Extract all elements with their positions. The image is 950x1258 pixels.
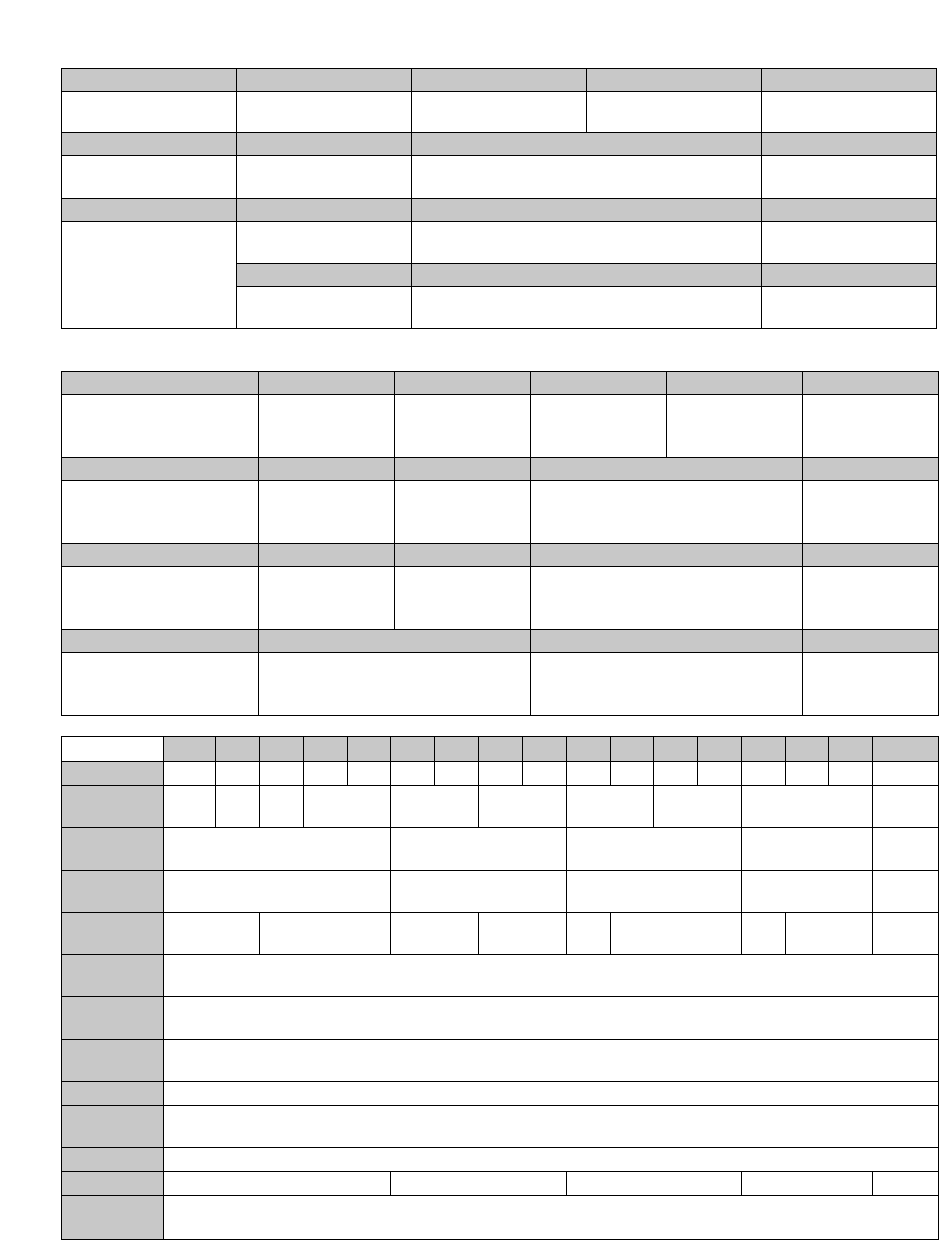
field-cell[interactable] [260,762,304,786]
field-cell[interactable] [531,481,803,544]
header-cell [829,737,873,762]
form-section-3 [61,736,939,1240]
field-cell[interactable] [667,395,803,458]
row-label [62,786,164,828]
header-cell [237,69,412,92]
field-cell[interactable] [762,156,937,199]
row-label [62,1040,164,1082]
header-cell [803,630,939,653]
field-cell[interactable] [567,786,654,828]
field-cell[interactable] [742,871,873,913]
header-cell [62,372,259,395]
header-cell [698,737,742,762]
row-label [62,762,164,786]
field-cell[interactable] [391,762,435,786]
field-cell[interactable] [567,828,742,871]
header-cell [259,544,395,567]
header-cell [412,199,762,222]
field-cell[interactable] [873,913,939,955]
header-cell [395,458,531,481]
row-label [62,1082,164,1106]
field-cell[interactable] [259,567,395,630]
header-cell [62,458,259,481]
header-cell [259,372,395,395]
header-cell [786,737,829,762]
field-cell[interactable] [62,222,237,329]
field-cell[interactable] [567,762,611,786]
field-cell[interactable] [412,222,762,264]
header-cell [523,737,567,762]
field-cell[interactable] [803,481,939,544]
field-cell[interactable] [216,762,260,786]
header-cell [216,737,260,762]
row-label [62,955,164,997]
field-cell[interactable] [304,786,391,828]
field-cell[interactable] [412,156,762,199]
field-cell[interactable] [164,871,391,913]
field-cell[interactable] [216,786,260,828]
header-cell [62,133,237,156]
form-section-2 [61,371,939,716]
row-label [62,1148,164,1172]
field-cell[interactable] [164,1172,391,1196]
header-cell [391,737,435,762]
field-cell[interactable] [611,762,654,786]
field-cell[interactable] [611,913,742,955]
field-cell[interactable] [62,653,259,716]
header-cell [803,372,939,395]
header-cell [304,737,348,762]
field-cell[interactable] [742,1172,873,1196]
field-cell[interactable] [698,762,742,786]
header-cell [62,544,259,567]
field-cell[interactable] [742,762,786,786]
field-cell[interactable] [395,567,531,630]
field-cell[interactable] [531,567,803,630]
field-cell[interactable] [391,871,567,913]
field-cell[interactable] [873,762,939,786]
header-cell [873,737,939,762]
field-cell[interactable] [164,1196,939,1240]
field-cell[interactable] [237,156,412,199]
field-cell[interactable] [391,913,479,955]
field-cell[interactable] [587,92,762,133]
field-cell[interactable] [164,1040,939,1082]
field-cell[interactable] [259,395,395,458]
field-cell[interactable] [654,786,742,828]
field-cell[interactable] [164,913,260,955]
field-cell[interactable] [164,1148,939,1172]
field-cell[interactable] [829,762,873,786]
field-cell[interactable] [742,786,873,828]
field-cell[interactable] [395,395,531,458]
field-cell[interactable] [742,828,873,871]
field-cell[interactable] [259,481,395,544]
field-cell[interactable] [237,287,412,329]
field-cell[interactable] [164,955,939,997]
row-label [62,1172,164,1196]
field-cell[interactable] [391,1172,567,1196]
field-cell[interactable] [62,92,237,133]
header-cell [412,69,587,92]
field-cell[interactable] [762,92,937,133]
header-cell [762,69,937,92]
header-cell [395,544,531,567]
field-cell[interactable] [164,997,939,1040]
header-cell [742,737,786,762]
header-cell [259,458,395,481]
header-cell [412,133,762,156]
field-cell[interactable] [164,1106,939,1148]
field-cell[interactable] [62,567,259,630]
header-cell [531,458,803,481]
header-cell [348,737,391,762]
field-cell[interactable] [786,762,829,786]
header-cell [412,264,762,287]
header-cell [531,630,803,653]
field-cell[interactable] [164,762,216,786]
header-cell [803,544,939,567]
row-label [62,997,164,1040]
field-cell[interactable] [762,287,937,329]
header-cell [164,737,216,762]
header-cell [62,69,237,92]
field-cell[interactable] [873,786,939,828]
field-cell[interactable] [304,762,348,786]
field-cell[interactable] [237,92,412,133]
field-cell[interactable] [62,156,237,199]
field-cell[interactable] [531,653,803,716]
field-cell[interactable] [391,828,567,871]
header-cell [62,199,237,222]
field-cell[interactable] [259,653,531,716]
header-cell [803,458,939,481]
field-cell[interactable] [164,828,391,871]
header-cell [531,544,803,567]
field-cell[interactable] [479,762,523,786]
header-cell [237,264,412,287]
header-cell [62,630,259,653]
field-cell[interactable] [260,913,391,955]
row-label [62,1106,164,1148]
field-cell[interactable] [164,786,216,828]
header-cell [762,199,937,222]
field-cell[interactable] [62,395,259,458]
row-label [62,1196,164,1240]
field-cell[interactable] [567,1172,742,1196]
field-cell[interactable] [567,871,742,913]
field-cell[interactable] [237,222,412,264]
field-cell[interactable] [873,1172,939,1196]
header-cell [762,133,937,156]
header-cell [260,737,304,762]
field-cell[interactable] [412,287,762,329]
field-cell[interactable] [873,828,939,871]
field-cell[interactable] [479,913,567,955]
header-cell [237,133,412,156]
field-cell[interactable] [479,786,567,828]
field-cell[interactable] [567,913,611,955]
field-cell[interactable] [435,762,479,786]
field-cell[interactable] [531,395,667,458]
field-cell[interactable] [412,92,587,133]
field-cell[interactable] [762,222,937,264]
header-cell [611,737,654,762]
field-cell[interactable] [523,762,567,786]
field-cell[interactable] [260,786,304,828]
field-cell[interactable] [786,913,873,955]
row-label [62,871,164,913]
header-cell [587,69,762,92]
field-cell[interactable] [803,567,939,630]
row-label [62,828,164,871]
header-cell [667,372,803,395]
header-cell [762,264,937,287]
field-cell[interactable] [391,786,479,828]
field-cell [62,737,164,762]
form-section-1 [61,68,937,329]
field-cell[interactable] [742,913,786,955]
header-cell [395,372,531,395]
field-cell[interactable] [873,871,939,913]
field-cell[interactable] [164,1082,939,1106]
field-cell[interactable] [803,395,939,458]
field-cell[interactable] [395,481,531,544]
row-label [62,913,164,955]
field-cell[interactable] [62,481,259,544]
header-cell [435,737,479,762]
field-cell[interactable] [654,762,698,786]
field-cell[interactable] [803,653,939,716]
header-cell [654,737,698,762]
field-cell[interactable] [348,762,391,786]
header-cell [531,372,667,395]
header-cell [479,737,523,762]
header-cell [259,630,531,653]
header-cell [567,737,611,762]
header-cell [237,199,412,222]
